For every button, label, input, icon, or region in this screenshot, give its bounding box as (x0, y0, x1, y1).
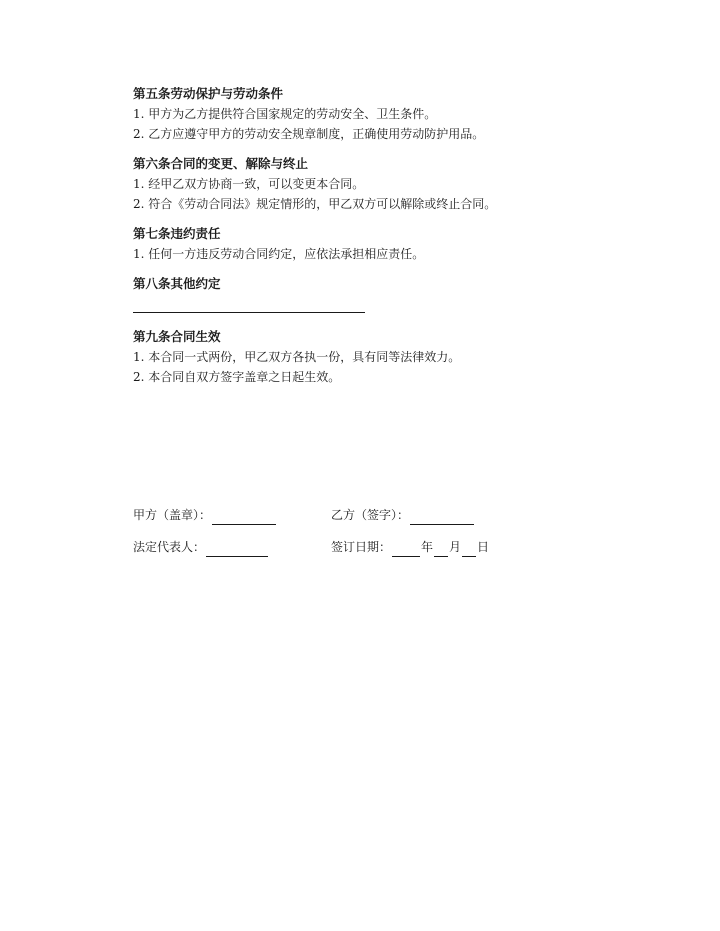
clause-item: 1. 任何一方违反劳动合同约定，应依法承担相应责任。 (133, 247, 425, 261)
year-label: 年 (421, 540, 434, 554)
month-label: 月 (449, 540, 462, 554)
signature-row-rep-date (133, 537, 553, 557)
clause-item: 2. 符合《劳动合同法》规定情形的，甲乙双方可以解除或终止合同。 (133, 197, 497, 211)
party-a-signature (133, 505, 331, 525)
section-title: 第九条合同生效 (133, 329, 221, 344)
section-5 (133, 84, 603, 144)
clause-item: 2. 本合同自双方签字盖章之日起生效。 (133, 370, 341, 384)
month-blank (434, 542, 448, 557)
legal-rep-label: 法定代表人： (133, 540, 206, 554)
year-blank (392, 542, 420, 557)
party-b-signature-line (410, 510, 474, 525)
section-9 (133, 327, 603, 387)
section-6 (133, 154, 603, 214)
section-title: 第五条劳动保护与劳动条件 (133, 86, 284, 101)
day-label: 日 (477, 540, 490, 554)
legal-rep-signature-line (206, 542, 268, 557)
clause-item: 1. 本合同一式两份，甲乙双方各执一份，具有同等法律效力。 (133, 350, 461, 364)
section-8 (133, 274, 603, 313)
section-title: 第七条违约责任 (133, 226, 221, 241)
party-b-label: 乙方（签字）： (331, 508, 410, 522)
party-a-signature-line (212, 510, 276, 525)
clause-item: 2. 乙方应遵守甲方的劳动安全规章制度，正确使用劳动防护用品。 (133, 127, 485, 141)
day-blank (462, 542, 476, 557)
clause-item: 1. 经甲乙双方协商一致，可以变更本合同。 (133, 177, 365, 191)
sign-date-label: 签订日期： (331, 540, 392, 554)
section-title: 第八条其他约定 (133, 276, 221, 291)
signature-block (133, 505, 553, 569)
legal-rep-signature (133, 537, 331, 557)
signature-row-parties (133, 505, 553, 525)
party-b-signature (331, 505, 529, 525)
section-7 (133, 224, 603, 264)
other-terms-blank-line (133, 294, 365, 313)
sign-date (331, 537, 529, 557)
contract-body (133, 84, 603, 397)
party-a-label: 甲方（盖章）： (133, 508, 212, 522)
section-title: 第六条合同的变更、解除与终止 (133, 156, 309, 171)
clause-item: 1. 甲方为乙方提供符合国家规定的劳动安全、卫生条件。 (133, 107, 437, 121)
